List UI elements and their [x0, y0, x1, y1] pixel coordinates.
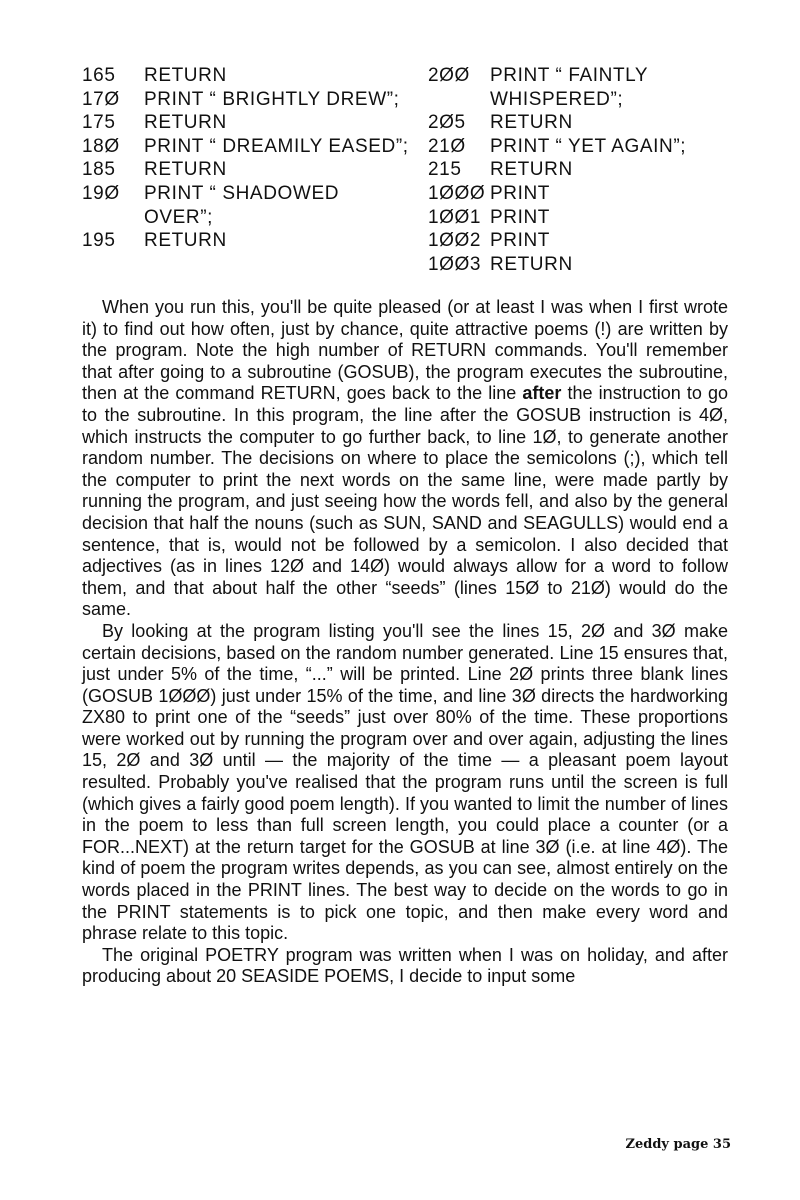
- line-number: 2ØØ: [428, 65, 470, 86]
- line-number: 165: [82, 65, 116, 86]
- paragraph-text: the instruction to go to the subroutine. In this program, the line after the GOSUB instruction is 4Ø, which instructs the computer to go further back, to line 1Ø, to generate another random number. The decisions on where to place the semicolons (;), which tell the computer to print the next words on the same line, were made partly by running the program, and just seeing how the words fell, and also by the general decision that half the nouns (such as SUN, SAND and SEAGULLS) would end a sentence, that is, would not be followed by a semicolon. I also decided that adjectives (as in lines 12Ø and 14Ø) would always allow for a word to follow them, and that about half the other “seeds” (lines 15Ø to 21Ø) would do the same.: [82, 383, 728, 620]
- paragraph: The original POETRY program was written when I was on holiday, and after producing about 20 SEASIDE POEMS, I decide to input some: [82, 944, 728, 987]
- code-line: [82, 111, 412, 135]
- line-statement: PRINT: [490, 206, 550, 228]
- line-statement: RETURN: [144, 159, 227, 181]
- code-line: [82, 229, 412, 253]
- line-statement: PRINT: [490, 182, 550, 204]
- line-number: 21Ø: [428, 135, 466, 157]
- code-line: [428, 206, 758, 230]
- page-footer: Zeddy page 35: [625, 1137, 731, 1152]
- code-line: [428, 229, 758, 253]
- line-number: 19Ø: [82, 182, 120, 204]
- line-number: 215: [428, 159, 462, 181]
- paragraph: [82, 297, 728, 621]
- line-number: 1ØØ1: [428, 206, 482, 228]
- code-line: [428, 64, 758, 111]
- code-line: [82, 158, 412, 182]
- line-number: 17Ø: [82, 88, 120, 110]
- code-listing-left: [82, 64, 412, 253]
- line-number: 1ØØ2: [428, 230, 482, 252]
- code-line: [82, 135, 412, 159]
- line-statement: PRINT “ DREAMILY EASED”;: [144, 135, 409, 157]
- line-statement: RETURN: [144, 65, 227, 86]
- line-statement: RETURN: [144, 112, 227, 134]
- line-statement: PRINT “ FAINTLY WHISPERED”;: [490, 65, 648, 110]
- code-line: [82, 88, 412, 112]
- line-number: 18Ø: [82, 135, 120, 157]
- line-statement: RETURN: [490, 159, 573, 181]
- code-line: [428, 253, 758, 277]
- paragraph: By looking at the program listing you'll see the lines 15, 2Ø and 3Ø make certain decisions, based on the random number generated. Line 15 ensures that, just under 5% of the time, “...” will be printed. Line 2Ø prints three blank lines (GOSUB 1ØØØ) just under 15% of the time, and line 3Ø directs the hardworking ZX80 to print one of the “seeds” just over 80% of the time. These proportions were worked out by running the program over and over again, adjusting the lines 15, 2Ø and 3Ø until — the majority of the time — a pleasant poem layout resulted. Probably you've realised that the program runs until the screen is full (which gives a fairly good poem length). If you wanted to limit the number of lines in the poem to less than full screen length, you could place a counter (or a FOR...NEXT) at the return target for the GOSUB at line 3Ø (i.e. at line 4Ø). The kind of poem the program writes depends, as you can see, almost entirely on the words placed in the PRINT lines. The best way to decide on the words to go in the PRINT statements is to pick one topic, and then make every word and phrase relate to this topic.: [82, 620, 728, 944]
- line-number: 175: [82, 112, 116, 134]
- code-listing-right: [428, 64, 758, 276]
- line-statement: PRINT “ SHADOWED OVER”;: [144, 182, 340, 228]
- code-line: [82, 182, 412, 229]
- line-number: 185: [82, 159, 116, 181]
- code-line: [428, 111, 758, 135]
- line-number: 1ØØ3: [428, 253, 482, 275]
- body-text: [82, 297, 728, 988]
- line-statement: PRINT: [490, 230, 550, 252]
- paragraph-text: When you run this, you'll be quite pleased (or at least I was when I first wrote it) to find out how often, just by chance, quite attractive poems (!) are written by the program. Note the high number of RETURN commands. You'll remember that after going to a subroutine (GOSUB), the program executes the subroutine, then at the command RETURN, goes back to the line: [82, 297, 728, 404]
- line-number: 1ØØØ: [428, 182, 486, 204]
- line-statement: RETURN: [144, 230, 227, 252]
- emphasis-text: after: [522, 383, 562, 404]
- line-statement: RETURN: [490, 112, 573, 134]
- line-statement: RETURN: [490, 253, 573, 275]
- line-statement: PRINT “ BRIGHTLY DREW”;: [144, 88, 400, 110]
- line-number: 195: [82, 230, 116, 252]
- line-number: 2Ø5: [428, 112, 466, 134]
- code-line: [428, 182, 758, 206]
- line-statement: PRINT “ YET AGAIN”;: [490, 135, 687, 157]
- code-line: [428, 135, 758, 159]
- code-line: [428, 158, 758, 182]
- code-line: [82, 64, 412, 88]
